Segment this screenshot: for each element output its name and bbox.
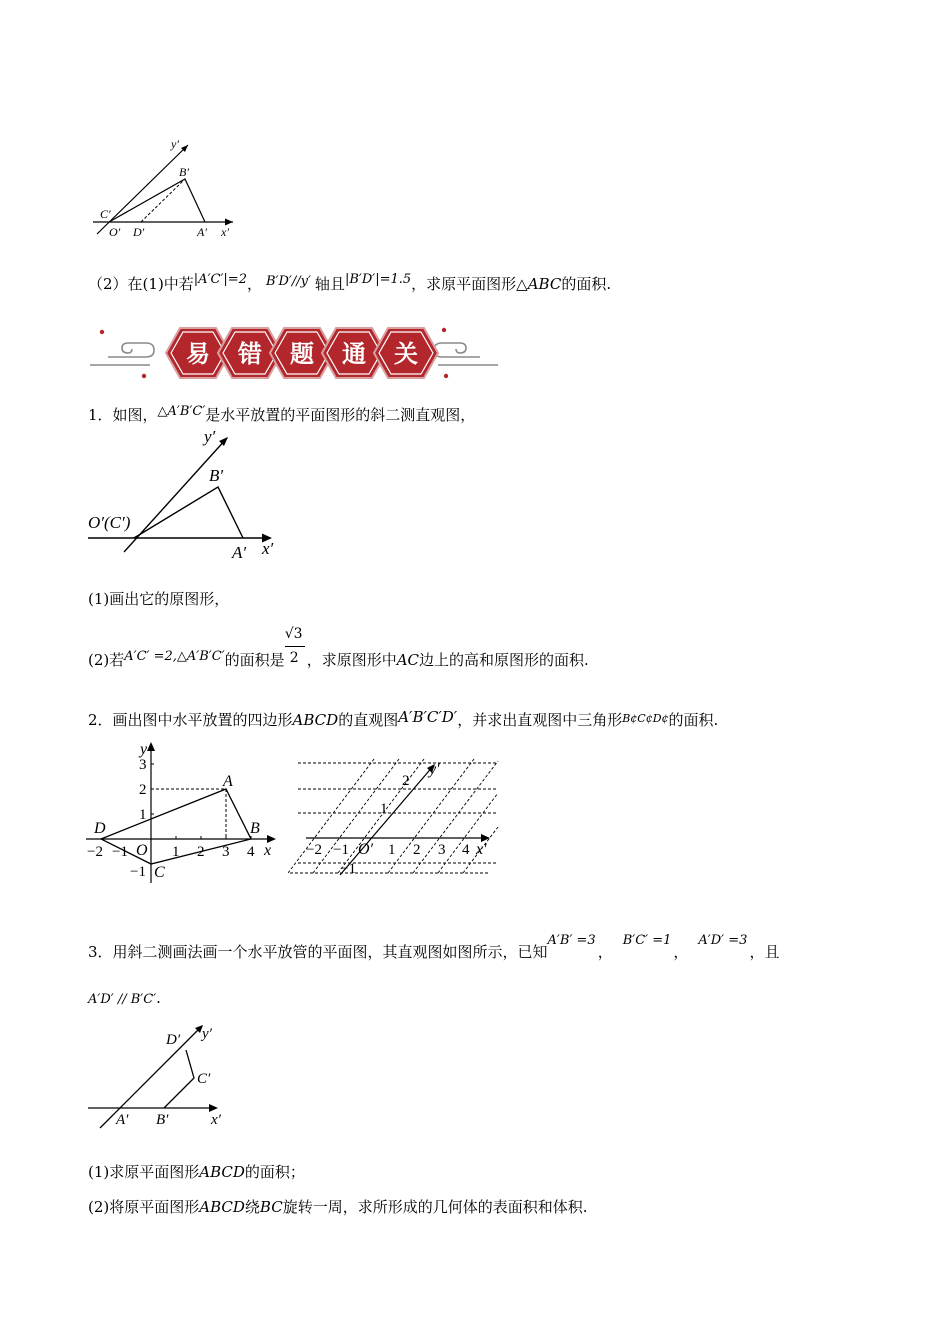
- q3-parallel: A′D′ // B′C′: [88, 992, 157, 1007]
- q2-right-xtick-m2: −2: [306, 842, 322, 858]
- q2-right-xtick-4: 4: [462, 842, 470, 858]
- banner-char-2: 错: [238, 340, 262, 368]
- q1-fig-oc-label: O′(C′): [88, 513, 131, 532]
- q3-tail: ，且: [749, 943, 780, 961]
- q2-right-y-label: y′: [429, 761, 440, 778]
- q3-figure: [86, 1020, 236, 1132]
- q2-right-xtick-1: 1: [388, 842, 396, 858]
- q2-figure-left: [84, 738, 284, 888]
- fig-top-d-label: D′: [133, 225, 145, 239]
- q2-tail: 的面积.: [668, 711, 719, 729]
- banner-char-4: 通: [342, 340, 366, 368]
- part2-line: [88, 274, 611, 296]
- part2-tail-a: ，求原平面图形: [411, 275, 517, 293]
- banner-hex-5: [374, 328, 438, 378]
- q3-sub1-b: 的面积；: [244, 1163, 305, 1181]
- q3-sub2-abcd: ABCD: [199, 1198, 245, 1216]
- q1-fig-a-label: A′: [232, 543, 247, 562]
- q2-right-ytick-2: 2: [402, 773, 410, 789]
- q1-sub2-cond: A′C′ =2,△A′B′C′: [124, 649, 225, 664]
- q2-num: 2．画出图中水平放置的四边形: [88, 711, 293, 729]
- q3-sub2-a: (2)将原平面图形: [88, 1198, 200, 1216]
- q1-sub2: [88, 626, 589, 672]
- q2-left-ytick-1: 1: [139, 807, 147, 823]
- q2-left-a-label: A: [223, 773, 233, 790]
- q2-left-b-label: B: [250, 820, 260, 837]
- q3-fig-c-label: C′: [197, 1071, 211, 1087]
- q3-period: .: [156, 989, 161, 1007]
- q1-fig-b-label: B′: [209, 466, 224, 485]
- q2-left-y-label: y: [140, 741, 148, 758]
- figure-top-oblique-triangle: [85, 130, 245, 242]
- q2-right-xtick-2: 2: [413, 842, 421, 858]
- q1-sub1-text: (1)画出它的原图形，: [88, 590, 230, 608]
- q1-sub2-c: ，求原图形中: [306, 651, 397, 669]
- banner-char-1: 易: [186, 340, 210, 368]
- q3-sub1: [88, 1162, 305, 1182]
- q2-abcd: ABCD: [292, 711, 339, 729]
- q3-cond3: A′D′ =3: [698, 933, 748, 948]
- q3-parallel-line: [88, 988, 161, 1010]
- q2-right-ytick-1: 1: [380, 801, 388, 817]
- q1-fig-y-label: y′: [204, 427, 216, 446]
- q2-left-ytick-3: 3: [139, 757, 147, 773]
- q3-sub2-b: 绕: [244, 1198, 260, 1216]
- q3-cond2: B′C′ =1: [622, 933, 672, 948]
- q1-sub2-d: 边上的高和原图形的面积.: [419, 651, 589, 669]
- q2-left-xtick-m2: −2: [87, 844, 103, 860]
- q1-frac-den: 2: [289, 650, 299, 666]
- q3-fig-a-label: A′: [116, 1112, 129, 1128]
- banner-char-5: 关: [394, 340, 418, 368]
- q3-sub1-abcd: ABCD: [199, 1163, 245, 1181]
- q3-fig-d-label: D′: [166, 1032, 181, 1048]
- q3-fig-y-label: y′: [202, 1026, 212, 1042]
- part2-ac: |A′C′|=2: [193, 272, 247, 287]
- part2-bd-parallel: B′D′//y′: [265, 274, 311, 289]
- q1-sub2-a: (2)若: [88, 651, 125, 669]
- q3-fig-b-label: B′: [156, 1112, 169, 1128]
- q2-right-xtick-3: 3: [438, 842, 446, 858]
- part2-tri: △ABC: [516, 275, 562, 293]
- fig-top-b-label: B′: [179, 165, 189, 179]
- q2-right-ytick-m1: −1: [340, 861, 356, 877]
- q2-abcd-p: A′B′C′D′: [398, 708, 458, 726]
- q1-fraction: [284, 626, 307, 670]
- q3-sub2-bc: BC: [259, 1198, 283, 1216]
- q3-comma-1: ，: [597, 943, 613, 961]
- q3-stem: [88, 933, 780, 964]
- banner-left-swirl-icon: [90, 343, 154, 365]
- q2-left-xtick-1: 1: [172, 844, 180, 860]
- q2-rest: ，并求出直观图中三角形: [457, 711, 623, 729]
- q2-left-ytick-m1: −1: [130, 864, 146, 880]
- q2-left-xtick-m1: −1: [112, 844, 128, 860]
- q2-left-c-label: C: [154, 864, 165, 881]
- section-banner: [88, 322, 500, 384]
- q3-num: 3．用斜二测画法画一个水平放管的平面图，其直观图如图所示，已知: [88, 943, 548, 961]
- q2-figure-right: [288, 755, 508, 885]
- q2-left-xtick-2: 2: [197, 844, 205, 860]
- q2-right-x-label: x′: [476, 841, 487, 858]
- fig-top-c-label: C′: [100, 207, 111, 221]
- q2-right-xtick-m1: −1: [333, 842, 349, 858]
- part2-sep: ，: [246, 275, 262, 293]
- q2-left-x-label: x: [264, 842, 272, 859]
- fig-top-x-label: x′: [221, 225, 229, 239]
- q1-fig-x-label: x′: [262, 539, 274, 558]
- fig-top-a-label: A′: [197, 225, 207, 239]
- fig-top-o-label: O′: [109, 225, 121, 239]
- q2-left-xtick-4: 4: [247, 844, 255, 860]
- part2-lead: （2）在(1)中若: [88, 275, 194, 293]
- part2-axis-and: 轴且: [314, 275, 345, 293]
- q1-ac: AC: [396, 651, 420, 669]
- banner-char-3: 题: [290, 340, 314, 368]
- q3-cond1: A′B′ =3: [547, 933, 596, 948]
- banner-right-swirl-icon: [434, 343, 498, 365]
- q1-rest: 是水平放置的平面图形的斜二测直观图，: [205, 406, 476, 424]
- q1-figure: [86, 424, 286, 564]
- q1-tri: △A′B′C′: [157, 404, 206, 419]
- q2-left-xtick-3: 3: [222, 844, 230, 860]
- q1-sub2-b: 的面积是: [224, 651, 285, 669]
- q3-sub2: [88, 1197, 587, 1217]
- part2-tail-b: 的面积.: [561, 275, 612, 293]
- q2-garbled: B¢C¢D¢: [622, 712, 669, 725]
- fig-top-y-label: y′: [171, 137, 179, 151]
- part2-bd: |B′D′|=1.5: [344, 272, 412, 287]
- q1-num: 1．如图，: [88, 406, 158, 424]
- q3-comma-2: ，: [673, 943, 689, 961]
- q1-frac-num: √3: [284, 626, 303, 642]
- q3-sub2-c: 旋转一周，求所形成的几何体的表面积和体积.: [282, 1198, 588, 1216]
- q2-left-d-label: D: [94, 820, 106, 837]
- q2-mid: 的直观图: [338, 711, 399, 729]
- q3-fig-x-label: x′: [211, 1112, 221, 1128]
- q3-sub1-a: (1)求原平面图形: [88, 1163, 200, 1181]
- q2-left-o-label: O: [136, 842, 148, 859]
- q2-left-ytick-2: 2: [139, 782, 147, 798]
- q1-sub1: [88, 589, 229, 609]
- q2-stem: [88, 710, 718, 732]
- q2-right-o-label: O′: [358, 841, 374, 858]
